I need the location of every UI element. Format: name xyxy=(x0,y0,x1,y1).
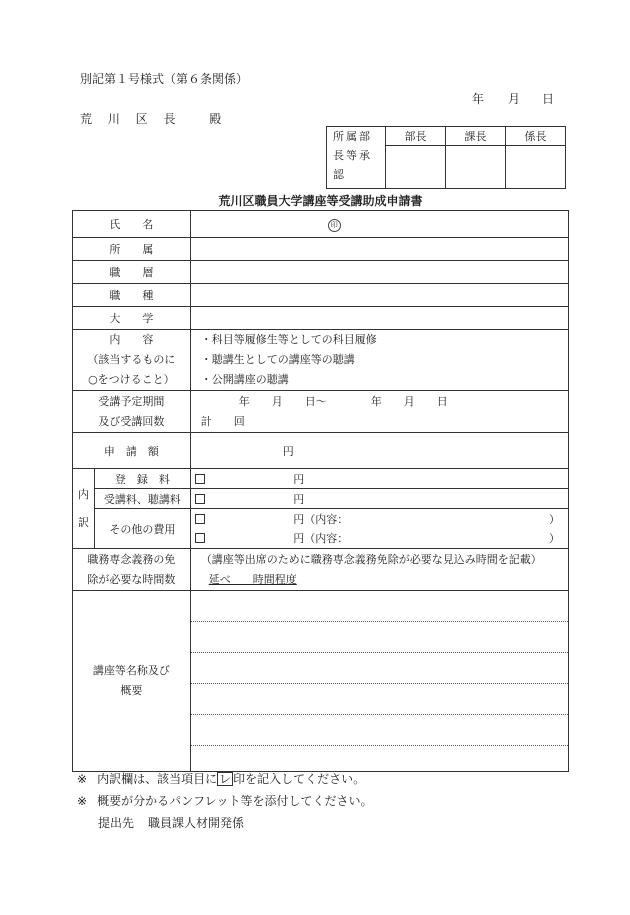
other-cost-label: その他の費用 xyxy=(94,509,190,549)
name-field[interactable] xyxy=(190,211,568,238)
exempt-note: （講座等出席のために職務専念義務免除が必要な見込み時間を記載） xyxy=(200,552,542,566)
other-cost-checkbox-2[interactable] xyxy=(195,533,205,543)
approval-stamp-section-chief[interactable] xyxy=(446,146,506,189)
check-mark-example: レ xyxy=(219,772,232,786)
approval-col-section-chief: 課長 xyxy=(446,127,506,146)
date-month-label: 月 xyxy=(508,92,521,106)
name-label: 氏 名 xyxy=(73,211,191,238)
approval-row-label: 所属部 長等承 認 xyxy=(327,127,386,189)
content-option-public[interactable]: ・公開講座の聴講 xyxy=(200,373,289,386)
other-cost-field-2[interactable]: 円（内容： ） xyxy=(190,529,568,549)
period-field[interactable] xyxy=(190,391,568,433)
form-id: 別記第１号様式（第６条関係） xyxy=(80,72,249,86)
addressee: 荒 川 区 長 殿 xyxy=(80,112,228,126)
tuition-fee-checkbox[interactable] xyxy=(195,494,205,504)
submit-to: 提出先 職員課人材開発係 xyxy=(98,816,245,830)
registration-fee-field[interactable]: 円 xyxy=(190,469,568,489)
other-cost-field-1[interactable]: 円（内容： ） xyxy=(190,509,568,529)
breakdown-label: 内訳 xyxy=(73,469,95,549)
approval-col-dept-head: 部長 xyxy=(386,127,446,146)
period-value: 年 月 日～ 年 月 日 xyxy=(238,394,448,408)
approval-col-subsection-chief: 係長 xyxy=(506,127,566,146)
amount-field[interactable] xyxy=(190,433,568,469)
tuition-fee-field[interactable]: 円 xyxy=(190,489,568,509)
course-field[interactable] xyxy=(190,591,568,772)
tuition-fee-label: 受講料、聴講料 xyxy=(94,489,190,509)
university-field[interactable] xyxy=(190,307,568,330)
exempt-field[interactable] xyxy=(190,549,568,591)
content-label: 内 容 （該当するものに ○をつけること） xyxy=(73,330,191,391)
job-type-field[interactable] xyxy=(190,284,568,307)
exempt-label: 職務専念義務の免 除が必要な時間数 xyxy=(73,549,191,591)
approval-stamp-subsection-chief[interactable] xyxy=(506,146,566,189)
amount-unit: 円 xyxy=(282,444,294,458)
other-cost-checkbox-1[interactable] xyxy=(195,514,205,524)
registration-fee-checkbox[interactable] xyxy=(195,474,205,484)
exempt-value: 延べ 時間程度 xyxy=(208,572,297,586)
university-label: 大 学 xyxy=(73,307,191,330)
date-day-label: 日 xyxy=(542,92,555,106)
registration-fee-label: 登 録 料 xyxy=(94,469,190,489)
seal-mark: 印 xyxy=(328,219,341,232)
course-label: 講座等名称及び 概要 xyxy=(73,591,191,772)
affiliation-field[interactable] xyxy=(190,238,568,261)
rank-field[interactable] xyxy=(190,261,568,284)
period-label: 受講予定期間 及び受講回数 xyxy=(73,391,191,433)
approval-stamp-dept-head[interactable] xyxy=(386,146,446,189)
application-table xyxy=(72,210,569,772)
content-options[interactable] xyxy=(190,330,568,391)
note-2: ※ 概要が分かるパンフレット等を添付してください。 xyxy=(77,794,373,808)
job-type-label: 職 種 xyxy=(73,284,191,307)
amount-label: 申 請 額 xyxy=(73,433,191,469)
note-1: ※ 内訳欄は、該当項目に レ 印を記入してください。 xyxy=(77,772,366,786)
approval-box xyxy=(326,126,566,189)
content-option-audit[interactable]: ・聴講生としての講座等の聴講 xyxy=(200,353,355,366)
date-year-label: 年 xyxy=(472,92,485,106)
count-value: 計 回 xyxy=(200,414,245,428)
content-option-credit[interactable]: ・科目等履修生等としての科目履修 xyxy=(200,333,377,346)
rank-label: 職 層 xyxy=(73,261,191,284)
affiliation-label: 所 属 xyxy=(73,238,191,261)
form-title: 荒川区職員大学講座等受講助成申請書 xyxy=(218,194,423,208)
